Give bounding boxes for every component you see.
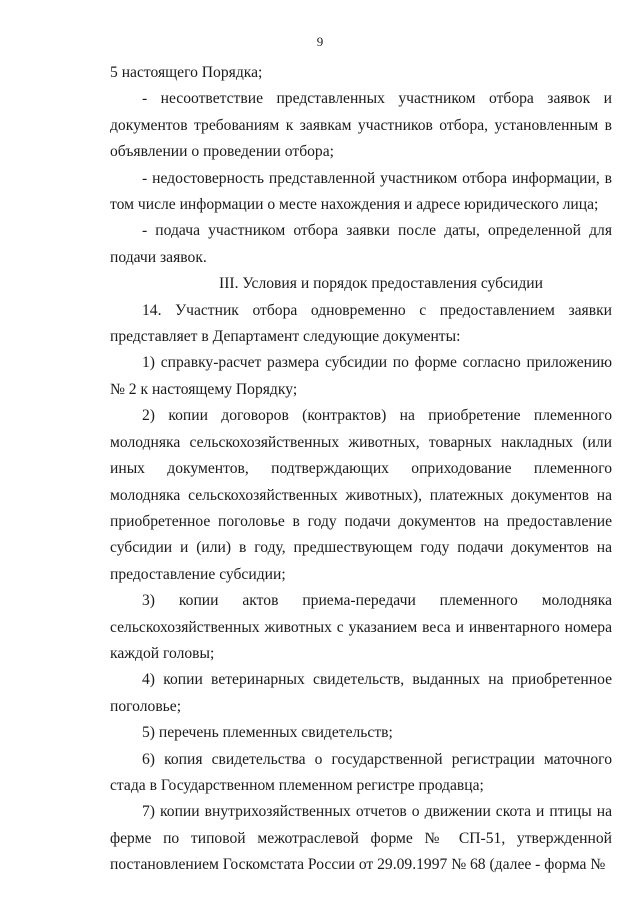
paragraph: 4) копии ветеринарных свидетельств, выданных на приобретенное поголовье; (110, 671, 612, 715)
paragraph: - несоответствие представленных участником отбора заявок и документов требованиям к заявкам участников отбора, установленным в объявлении о проведении отбора; (110, 90, 612, 161)
paragraph: 7) копии внутрихозяйственных отчетов о движении скота и птицы на ферме по типовой межотраслевой форме № СП-51, утвержденной постановлением Госкомстата России от 29.09.1997 № 68 (далее - форма № (110, 803, 612, 874)
paragraph: 5) перечень племенных свидетельств; (142, 724, 393, 742)
page-number: 9 (316, 34, 324, 49)
paragraph: - недостоверность представленной участником отбора информации, в том числе информации о месте нахождения и адресе юридического лица; (110, 169, 612, 214)
section-heading: III. Условия и порядок предоставления субсидии (219, 275, 543, 293)
paragraph: 3) копии актов приема-передачи племенного молодняка сельскохозяйственных животных с указанием веса и инвентарного номера каждой головы; (110, 592, 612, 662)
paragraph: 5 настоящего Порядка; (110, 64, 263, 81)
paragraph: 14. Участник отбора одновременно с предоставлением заявки представляет в Департамент следующие документы: (110, 301, 612, 346)
paragraph: 2) копии договоров (контрактов) на приобретение племенного молодняка сельскохозяйственных животных, товарных накладных (или иных документов, подтверждающих оприходование племенного молодняка сельскохозяйственных животных), платежных документов на приобретенное поголовье в году подачи документов на предоставление субсидии и (или) в году, предшествующем году подачи документов на предоставление субсидии; (110, 407, 612, 583)
paragraph: 6) копия свидетельства о государственной регистрации маточного стада в Государственном племенном регистре продавца; (110, 750, 612, 794)
paragraph: 1) справку-расчет размера субсидии по форме согласно приложению № 2 к настоящему Порядку; (110, 354, 612, 398)
document-body (110, 60, 612, 879)
paragraph: - подача участником отбора заявки после даты, определенной для подачи заявок. (110, 222, 612, 266)
